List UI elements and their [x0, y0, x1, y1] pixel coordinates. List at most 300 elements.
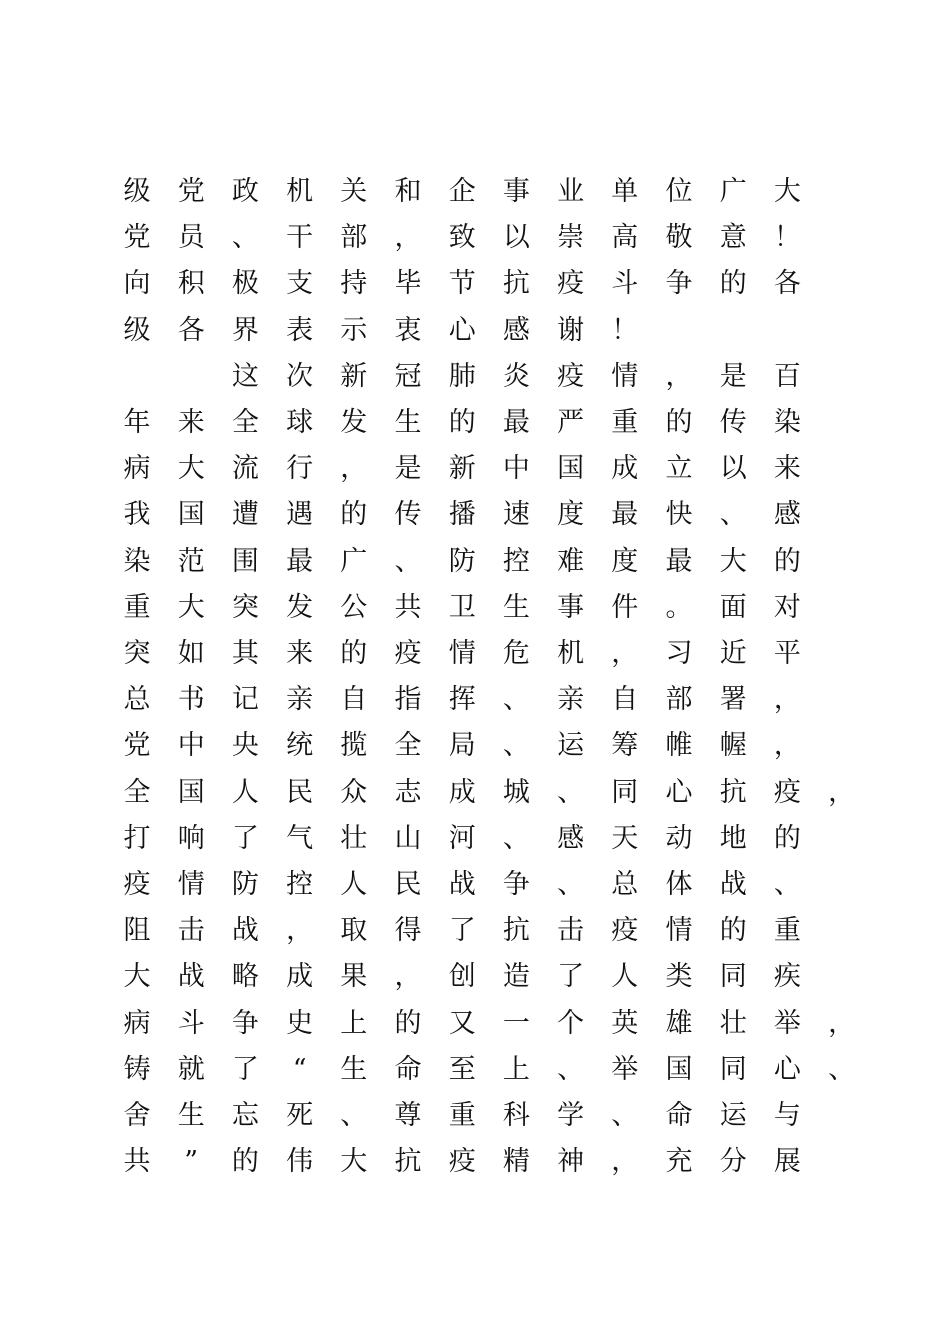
text-char: 的 [340, 499, 368, 531]
text-char: ， [394, 961, 422, 993]
text-char: 其 [231, 638, 259, 669]
text-char: 生 [340, 1053, 368, 1085]
text-char: 生 [177, 1100, 205, 1131]
text-char: 向 [123, 268, 151, 300]
text-char: 抗 [719, 776, 747, 808]
text-char: 战 [719, 869, 747, 900]
text-char: 志 [394, 776, 422, 808]
text-char: 各 [773, 268, 801, 300]
text-char: 来 [177, 407, 205, 438]
text-char: 感 [557, 822, 585, 854]
text-char: 界 [231, 314, 259, 346]
text-char: 署 [719, 684, 747, 716]
text-char: 近 [719, 638, 747, 669]
text-char: 大 [773, 176, 801, 207]
text-line [0, 218, 950, 258]
text-char: 记 [231, 684, 259, 716]
text-char: “ [292, 1053, 307, 1085]
text-char: 播 [448, 499, 476, 531]
text-line [0, 819, 950, 859]
text-char: 谢 [557, 314, 585, 346]
text-char: 意 [719, 222, 747, 254]
text-char: 的 [448, 407, 476, 438]
text-char: 、 [502, 730, 530, 762]
text-char: 面 [719, 591, 747, 623]
text-char: 来 [773, 453, 801, 485]
text-char: 情 [665, 915, 693, 947]
text-char: 冠 [394, 360, 422, 392]
text-char: 疫 [773, 776, 801, 808]
text-char: 次 [286, 360, 314, 392]
text-char: 壮 [340, 822, 368, 854]
text-char: ， [340, 453, 368, 485]
text-char: 、 [557, 869, 585, 900]
text-char: 公 [340, 591, 368, 623]
text-char: 对 [773, 591, 801, 623]
text-char: 如 [177, 638, 205, 669]
text-char: 平 [773, 638, 801, 669]
text-char: 广 [719, 176, 747, 207]
text-char: 筹 [611, 730, 639, 762]
text-char: 大 [123, 961, 151, 993]
text-char: 干 [286, 222, 314, 254]
text-char: 最 [286, 545, 314, 577]
text-char: 机 [286, 176, 314, 207]
text-char: 就 [177, 1053, 205, 1085]
text-char: 死 [286, 1100, 314, 1131]
text-char: 、 [557, 776, 585, 808]
text-char: 单 [611, 176, 639, 207]
text-char: 难 [557, 545, 585, 577]
text-char: 、 [611, 1100, 639, 1131]
text-char: 帷 [665, 730, 693, 762]
text-char: 的 [340, 638, 368, 669]
text-char: 新 [340, 360, 368, 392]
text-char: 最 [611, 499, 639, 531]
text-char: 突 [231, 591, 259, 623]
text-char: 抗 [502, 915, 530, 947]
text-char: 英 [611, 1007, 639, 1039]
text-char: 斗 [611, 268, 639, 300]
text-char: 疫 [611, 915, 639, 947]
text-char: 局 [448, 730, 476, 762]
text-char: 亲 [286, 684, 314, 716]
text-char: 度 [557, 499, 585, 531]
text-char: 流 [231, 453, 259, 485]
text-char: 重 [448, 1100, 476, 1131]
text-char: 战 [448, 869, 476, 900]
text-char: 亲 [557, 684, 585, 716]
text-char: 全 [123, 776, 151, 808]
text-char: 新 [448, 453, 476, 485]
text-line [0, 357, 950, 397]
text-line [0, 957, 950, 997]
text-char: 疾 [773, 961, 801, 993]
text-char: 争 [231, 1007, 259, 1039]
text-char: 、 [231, 222, 259, 254]
text-char: 企 [448, 176, 476, 207]
text-char: 击 [557, 915, 585, 947]
text-char: 发 [340, 407, 368, 438]
text-char: 果 [340, 961, 368, 993]
text-char: 快 [665, 499, 693, 531]
text-char: 支 [286, 268, 314, 300]
text-char: 部 [340, 222, 368, 254]
text-line [0, 311, 950, 351]
text-char: 疫 [123, 869, 151, 900]
text-char: 了 [557, 961, 585, 993]
text-char: 控 [502, 545, 530, 577]
text-char: 、 [773, 869, 801, 900]
text-char: 生 [502, 591, 530, 623]
text-char: 传 [719, 407, 747, 438]
text-char: 心 [773, 1053, 801, 1085]
text-char: 行 [286, 453, 314, 485]
text-char: 分 [719, 1146, 747, 1178]
text-char: 、 [719, 499, 747, 531]
text-char: 战 [177, 961, 205, 993]
text-char: 情 [448, 638, 476, 669]
text-line [0, 495, 950, 535]
text-char: 件 [611, 591, 639, 623]
text-char: 级 [123, 176, 151, 207]
text-char: 舍 [123, 1100, 151, 1131]
text-char: 围 [231, 545, 259, 577]
text-char: 极 [231, 268, 259, 300]
text-line [0, 911, 950, 951]
text-char: 至 [448, 1053, 476, 1085]
text-char: 史 [286, 1007, 314, 1039]
text-char: 卫 [448, 591, 476, 623]
text-char: 抗 [502, 268, 530, 300]
text-char: 阻 [123, 915, 151, 947]
text-line [0, 865, 950, 905]
text-char: 示 [340, 314, 368, 346]
text-char: 心 [665, 776, 693, 808]
text-char: 国 [177, 499, 205, 531]
text-char: 是 [719, 360, 747, 392]
text-line [0, 680, 950, 720]
text-char: 高 [611, 222, 639, 254]
text-char: 雄 [665, 1007, 693, 1039]
text-line [0, 1142, 950, 1182]
text-char: 以 [719, 453, 747, 485]
text-char: ！ [773, 222, 801, 254]
text-char: 机 [557, 638, 585, 669]
text-char: 发 [286, 591, 314, 623]
text-char: 病 [123, 453, 151, 485]
text-char: 大 [177, 453, 205, 485]
text-char: 天 [611, 822, 639, 854]
text-char: 党 [123, 222, 151, 254]
text-char: 事 [502, 176, 530, 207]
text-char: 生 [394, 407, 422, 438]
text-char: 同 [719, 961, 747, 993]
text-char: 全 [231, 407, 259, 438]
text-char: ， [665, 360, 693, 392]
text-char: 幄 [719, 730, 747, 762]
text-char: 个 [557, 1007, 585, 1039]
text-char: 大 [177, 591, 205, 623]
text-char: 学 [557, 1100, 585, 1131]
text-char: 命 [665, 1100, 693, 1131]
text-char: 击 [177, 915, 205, 947]
text-char: 的 [231, 1146, 259, 1178]
text-char: 严 [557, 407, 585, 438]
text-char: 、 [394, 545, 422, 577]
text-char: 一 [502, 1007, 530, 1039]
text-char: ， [394, 222, 422, 254]
text-char: 自 [611, 684, 639, 716]
text-char: 共 [394, 591, 422, 623]
text-char: 百 [773, 360, 801, 392]
text-char: 人 [611, 961, 639, 993]
text-char: 重 [611, 407, 639, 438]
text-char: 挥 [448, 684, 476, 716]
text-char: 情 [611, 360, 639, 392]
text-char: 疫 [448, 1146, 476, 1178]
text-char: 民 [286, 776, 314, 808]
text-char: 成 [286, 961, 314, 993]
text-line [0, 634, 950, 674]
text-char: 重 [123, 591, 151, 623]
text-char: 的 [665, 407, 693, 438]
text-char: 了 [231, 1053, 259, 1085]
text-line [0, 542, 950, 582]
text-char: 的 [773, 822, 801, 854]
text-char: 山 [394, 822, 422, 854]
text-line [0, 1096, 950, 1136]
text-char: 以 [502, 222, 530, 254]
text-char: 党 [177, 176, 205, 207]
text-char: 的 [394, 1007, 422, 1039]
text-char: 的 [719, 915, 747, 947]
text-char: 神 [557, 1146, 585, 1178]
text-char: 揽 [340, 730, 368, 762]
text-char: 民 [394, 869, 422, 900]
text-char: 疫 [557, 268, 585, 300]
text-char: 位 [665, 176, 693, 207]
text-char: 了 [231, 822, 259, 854]
text-char: 遭 [231, 499, 259, 531]
text-char: 全 [394, 730, 422, 762]
text-char: 伟 [286, 1146, 314, 1178]
text-char: 取 [340, 915, 368, 947]
text-line [0, 588, 950, 628]
text-char: 战 [231, 915, 259, 947]
text-char: 病 [123, 1007, 151, 1039]
text-char: 争 [665, 268, 693, 300]
text-char: 创 [448, 961, 476, 993]
text-char: 、 [340, 1100, 368, 1131]
text-char: 共 [123, 1146, 151, 1178]
text-char: 又 [448, 1007, 476, 1039]
text-char: ， [828, 1007, 856, 1039]
text-char: 同 [611, 776, 639, 808]
text-char: ， [286, 915, 314, 947]
text-char: 危 [502, 638, 530, 669]
text-char: 感 [773, 499, 801, 531]
text-char: 重 [773, 915, 801, 947]
text-char: 得 [394, 915, 422, 947]
text-char: 事 [557, 591, 585, 623]
text-char: 略 [231, 961, 259, 993]
text-char: 举 [773, 1007, 801, 1039]
text-char: 情 [177, 869, 205, 900]
text-char: 传 [394, 499, 422, 531]
text-char: 造 [502, 961, 530, 993]
text-char: ， [828, 776, 856, 808]
text-char: 精 [502, 1146, 530, 1178]
text-char: 最 [502, 407, 530, 438]
text-char: 大 [340, 1146, 368, 1178]
text-char: 突 [123, 638, 151, 669]
text-char: 指 [394, 684, 422, 716]
text-char: 的 [773, 545, 801, 577]
text-char: ， [611, 638, 639, 669]
text-char: 同 [719, 1053, 747, 1085]
text-char: 这 [231, 360, 259, 392]
text-char: 中 [177, 730, 205, 762]
text-char: 运 [719, 1100, 747, 1131]
text-char: 持 [340, 268, 368, 300]
text-char: ， [773, 684, 801, 716]
text-char: 度 [611, 545, 639, 577]
text-char: 广 [340, 545, 368, 577]
text-line [0, 1004, 950, 1044]
text-char: 级 [123, 314, 151, 346]
text-char: 国 [557, 453, 585, 485]
text-char: 、 [502, 822, 530, 854]
text-char: 的 [719, 268, 747, 300]
text-char: 人 [340, 869, 368, 900]
text-char: 了 [448, 915, 476, 947]
text-char: 党 [123, 730, 151, 762]
text-char: 斗 [177, 1007, 205, 1039]
text-char: 表 [286, 314, 314, 346]
text-char: 抗 [394, 1146, 422, 1178]
text-char: 。 [665, 591, 693, 623]
text-char: 打 [123, 822, 151, 854]
text-line [0, 1050, 950, 1090]
text-char: 和 [394, 176, 422, 207]
text-char: 最 [665, 545, 693, 577]
text-char: 动 [665, 822, 693, 854]
text-char: 立 [665, 453, 693, 485]
text-char: 众 [340, 776, 368, 808]
text-char: 关 [340, 176, 368, 207]
text-char: ， [773, 730, 801, 762]
text-char: 自 [340, 684, 368, 716]
text-char: 河 [448, 822, 476, 854]
text-char: 、 [828, 1053, 856, 1085]
text-char: 与 [773, 1100, 801, 1131]
text-char: 敬 [665, 222, 693, 254]
text-char: 、 [502, 684, 530, 716]
text-char: 节 [448, 268, 476, 300]
text-char: 我 [123, 499, 151, 531]
text-char: 成 [611, 453, 639, 485]
text-char: 争 [502, 869, 530, 900]
text-char: 部 [665, 684, 693, 716]
text-char: 各 [177, 314, 205, 346]
text-char: 染 [773, 407, 801, 438]
text-char: 科 [502, 1100, 530, 1131]
text-char: 举 [611, 1053, 639, 1085]
text-line [0, 403, 950, 443]
text-char: 气 [286, 822, 314, 854]
text-char: 是 [394, 453, 422, 485]
text-char: 书 [177, 684, 205, 716]
text-char: 总 [123, 684, 151, 716]
text-char: 衷 [394, 314, 422, 346]
text-char: 忘 [231, 1100, 259, 1131]
text-char: 运 [557, 730, 585, 762]
text-char: 范 [177, 545, 205, 577]
text-char: 来 [286, 638, 314, 669]
text-line [0, 264, 950, 304]
text-char: 炎 [502, 360, 530, 392]
text-char: 城 [502, 776, 530, 808]
text-char: 总 [611, 869, 639, 900]
text-char: 统 [286, 730, 314, 762]
text-char: 央 [231, 730, 259, 762]
text-char: 成 [448, 776, 476, 808]
text-char: 速 [502, 499, 530, 531]
text-char: 肺 [448, 360, 476, 392]
text-char: 心 [448, 314, 476, 346]
text-char: 人 [231, 776, 259, 808]
text-line [0, 726, 950, 766]
text-char: 政 [231, 176, 259, 207]
text-char: 积 [177, 268, 205, 300]
text-char: 疫 [394, 638, 422, 669]
text-char: 遇 [286, 499, 314, 531]
text-line [0, 773, 950, 813]
text-char: 中 [502, 453, 530, 485]
text-char: 感 [502, 314, 530, 346]
text-char: ， [611, 1146, 639, 1178]
text-char: 业 [557, 176, 585, 207]
text-char: 员 [177, 222, 205, 254]
text-char: 控 [286, 869, 314, 900]
text-char: 命 [394, 1053, 422, 1085]
text-char: 展 [773, 1146, 801, 1178]
text-char: 防 [448, 545, 476, 577]
text-char: 习 [665, 638, 693, 669]
text-char: 上 [502, 1053, 530, 1085]
text-line [0, 172, 950, 212]
text-char: 地 [719, 822, 747, 854]
text-char: 崇 [557, 222, 585, 254]
text-char: 疫 [557, 360, 585, 392]
text-char: 防 [231, 869, 259, 900]
text-char: ” [184, 1146, 199, 1178]
text-char: 铸 [123, 1053, 151, 1085]
text-char: 上 [340, 1007, 368, 1039]
text-char: 国 [177, 776, 205, 808]
text-char: 毕 [394, 268, 422, 300]
text-char: 、 [557, 1053, 585, 1085]
text-char: 壮 [719, 1007, 747, 1039]
text-char: 国 [665, 1053, 693, 1085]
text-char: 尊 [394, 1100, 422, 1131]
text-char: 大 [719, 545, 747, 577]
text-char: ！ [611, 314, 639, 346]
text-char: 响 [177, 822, 205, 854]
text-char: 致 [448, 222, 476, 254]
text-char: 年 [123, 407, 151, 438]
